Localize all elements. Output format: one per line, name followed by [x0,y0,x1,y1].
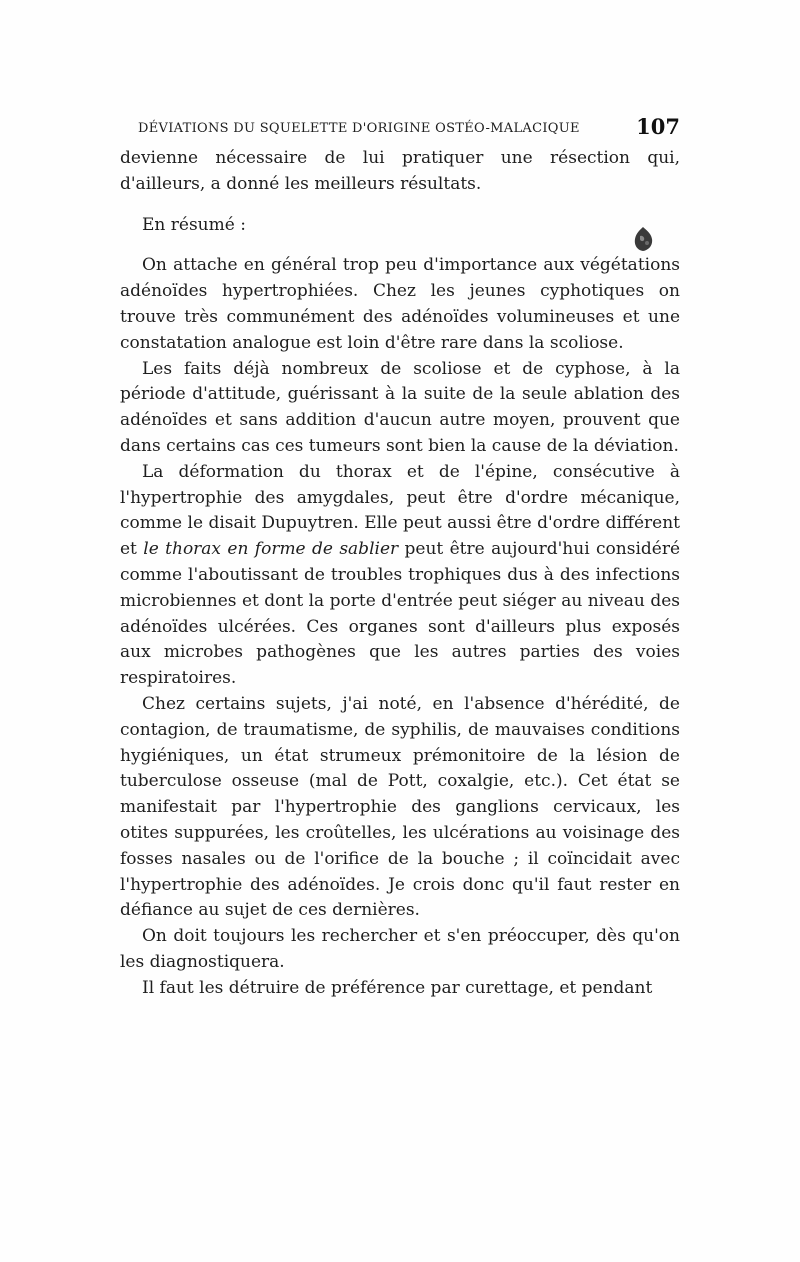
ink-blot-icon [632,226,654,252]
thorax-italic-term: le thorax en forme de sablier [143,539,399,560]
running-title: DÉVIATIONS DU SQUELETTE D'ORIGINE OSTÉO-MALACIQUE [138,121,580,136]
body-text [120,146,680,1002]
summary-heading: En résumé : [142,214,246,235]
paragraph-adenoids: On attache en général trop peu d'importance aux végétations adénoïdes hypertrophiées. Chez les jeunes cyphotiques on trouve très communément des adénoïdes volumineuses et une constatation analogue est loin d'être rare dans la scoliose. [120,255,680,353]
thorax-text-before: La déformation du thorax et de l'épine, consécutive à l'hypertrophie des amygdales, peut être d'ordre mécanique, comme le disait Dupuytren. Elle peut aussi être d'ordre différent et [120,461,680,560]
paragraph-thorax [120,460,680,692]
paragraph-search: On doit toujours les rechercher et s'en préoccuper, dès qu'on les diagnostiquera. [120,926,680,972]
page-header [120,114,680,144]
paragraph-destroy: Il faut les détruire de préférence par curettage, et pendant [142,977,653,998]
paragraph-strumous: Chez certains sujets, j'ai noté, en l'absence d'hérédité, de contagion, de traumatisme, de syphilis, de mauvaises conditions hygiéniques, un état strumeux prémonitoire de la lésion de tuberculose osseuse (mal de Pott, coxalgie, etc.). Cet état se manifestait par l'hypertrophie des ganglions cervicaux, les otites suppurées, les croûtelles, les ulcérations au voisinage des fosses nasales ou de l'orifice de la bouche ; il coïncidait avec l'hypertrophie des adénoïdes. Je crois donc qu'il faut rester en défiance au sujet de ces dernières. [120,693,680,921]
paragraph-continuation: devienne nécessaire de lui pratiquer une résection qui, d'ailleurs, a donné les meilleurs résultats. [120,148,680,194]
paragraph-scoliosis: Les faits déjà nombreux de scoliose et de cyphose, à la période d'attitude, guérissant à la suite de la seule ablation des adénoïdes et sans addition d'aucun autre moyen, prouvent que dans certains cas ces tumeurs sont bien la cause de la déviation. [120,358,680,456]
thorax-text-after: peut être aujourd'hui considéré comme l'aboutissant de troubles trophiques dus à des infections microbiennes et dont la porte d'entrée peut siéger au niveau des adénoïdes ulcérées. Ces organes sont d'ailleurs plus exposés aux microbes pathogènes que les autres parties des voies respiratoires. [120,539,681,689]
page-number: 107 [636,114,680,139]
